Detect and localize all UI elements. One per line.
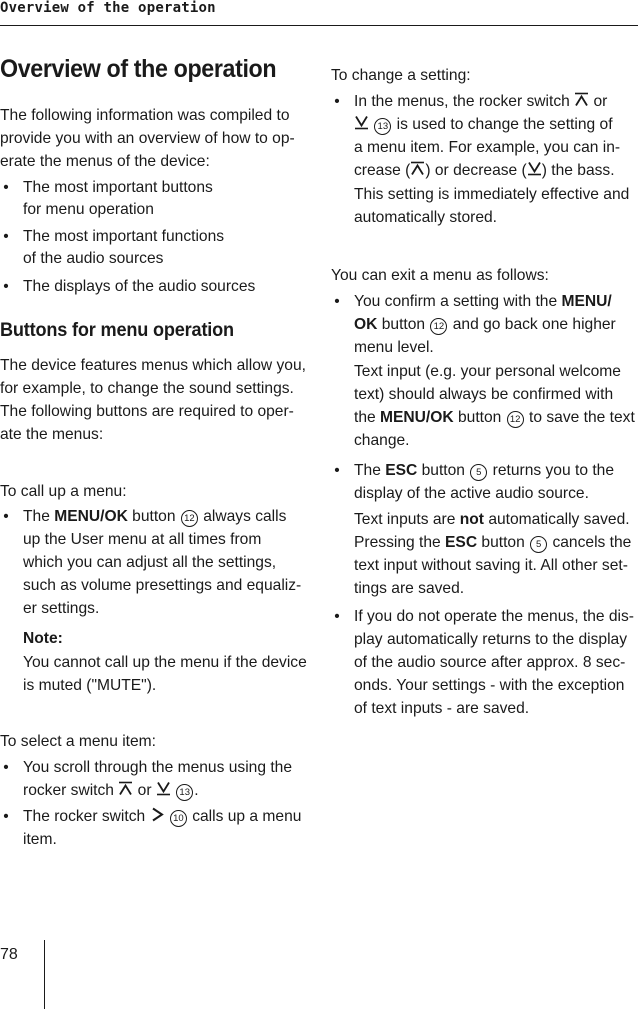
bullet: • — [3, 179, 9, 196]
list-item: In the menus, the rocker switch or — [354, 93, 608, 110]
button-name: ESC — [385, 462, 418, 479]
callout-number: 12 — [181, 510, 198, 527]
list-item-line: OK button 12 and go back one higher — [354, 316, 616, 333]
rocker-up-icon — [574, 92, 589, 107]
callout-number: 5 — [470, 464, 487, 481]
sub-paragraph: Pressing the ESC button 5 cancels the — [354, 534, 632, 551]
bullet: • — [3, 808, 9, 825]
running-header — [0, 0, 638, 26]
bullet: • — [3, 228, 9, 245]
rocker-up-icon — [410, 161, 425, 176]
list-item: You scroll through the menus using the — [23, 759, 293, 776]
button-name: MENU/OK — [54, 508, 128, 525]
body-line: The device features menus which allow you, — [0, 357, 306, 374]
subheading: To select a menu item: — [0, 733, 157, 750]
page-title: Overview of the operation — [0, 55, 277, 83]
list-item-line: display of the active audio source. — [354, 485, 589, 502]
list-item: The most important buttons — [23, 179, 213, 196]
callout-number: 12 — [430, 318, 447, 335]
list-item-line: of the audio source after approx. 8 sec- — [354, 654, 626, 671]
rocker-right-icon — [150, 807, 165, 822]
list-item-line: which you can adjust all the settings, — [23, 554, 277, 571]
intro-line: provide you with an overview of how to op- — [0, 130, 295, 147]
sub-paragraph: text input without saving it. All other set- — [354, 557, 628, 574]
list-item: The ESC button 5 returns you to the — [354, 462, 614, 479]
intro-line: erate the menus of the device: — [0, 153, 210, 170]
note-label: Note: — [23, 630, 63, 647]
rocker-down-icon — [156, 781, 171, 796]
bullet: • — [3, 759, 9, 776]
page-number: 78 — [0, 946, 18, 963]
rocker-down-icon — [354, 115, 369, 130]
list-item: The displays of the audio sources — [23, 278, 256, 295]
callout-number: 13 — [374, 118, 391, 135]
list-item-line: menu level. — [354, 339, 434, 356]
subheading: You can exit a menu as follows: — [331, 267, 549, 284]
list-item-line: up the User menu at all times from — [23, 531, 262, 548]
list-item: for menu operation — [23, 201, 154, 218]
section-heading: Buttons for menu operation — [0, 319, 234, 341]
list-item-line: a menu item. For example, you can in- — [354, 139, 621, 156]
list-item-line: crease ( ) or decrease ( ) the bass. — [354, 162, 615, 179]
callout-number: 5 — [530, 536, 547, 553]
note-text: is muted ("MUTE"). — [23, 677, 157, 694]
body-line: ate the menus: — [0, 426, 104, 443]
list-item-line: item. — [23, 831, 57, 848]
list-item-line: onds. Your settings - with the exception — [354, 677, 625, 694]
rocker-down-icon — [527, 161, 542, 176]
sub-paragraph: text) should always be confirmed with — [354, 386, 614, 403]
list-item-line: play automatically returns to the display — [354, 631, 628, 648]
list-item: The most important functions — [23, 228, 225, 245]
sub-paragraph: This setting is immediately effective and — [354, 186, 630, 203]
list-item-line: such as volume presettings and equaliz- — [23, 577, 302, 594]
callout-number: 10 — [170, 810, 187, 827]
intro-line: The following information was compiled to — [0, 107, 290, 124]
list-item-line: of text inputs - are saved. — [354, 700, 530, 717]
list-item: If you do not operate the menus, the dis- — [354, 608, 634, 625]
bullet: • — [334, 462, 340, 479]
page-divider — [44, 940, 45, 1009]
list-item-line: rocker switch or 13 . — [23, 782, 199, 799]
callout-number: 12 — [507, 411, 524, 428]
sub-paragraph: the MENU/OK button 12 to save the text — [354, 409, 635, 426]
subheading: To call up a menu: — [0, 483, 127, 500]
sub-paragraph: Text input (e.g. your personal welcome — [354, 363, 621, 380]
sub-paragraph: tings are saved. — [354, 580, 465, 597]
callout-number: 13 — [176, 784, 193, 801]
bullet: • — [3, 508, 9, 525]
bullet: • — [3, 278, 9, 295]
list-item-line: er settings. — [23, 600, 100, 617]
sub-paragraph: Text inputs are not automatically saved. — [354, 511, 630, 528]
running-header-title: Overview of the operation — [0, 0, 216, 16]
bullet: • — [334, 608, 340, 625]
list-item: The rocker switch 10 calls up a menu — [23, 808, 302, 825]
bullet: • — [334, 293, 340, 310]
body-line: The following buttons are required to oper- — [0, 403, 294, 420]
list-item: The MENU/OK button 12 always calls — [23, 508, 287, 525]
button-name: OK — [354, 316, 378, 333]
list-item-line: 13 is used to change the setting of — [354, 114, 613, 135]
body-line: for example, to change the sound settings. — [0, 380, 294, 397]
sub-paragraph: change. — [354, 432, 410, 449]
list-item: of the audio sources — [23, 250, 164, 267]
button-name: MENU/ — [561, 293, 612, 310]
note-text: You cannot call up the menu if the device — [23, 654, 307, 671]
bullet: • — [334, 93, 340, 110]
button-name: ESC — [445, 534, 478, 551]
list-item: You confirm a setting with the MENU/ — [354, 293, 612, 310]
sub-paragraph: automatically stored. — [354, 209, 498, 226]
rocker-up-icon — [118, 781, 133, 796]
subheading: To change a setting: — [331, 67, 471, 84]
button-name: MENU/OK — [380, 409, 454, 426]
